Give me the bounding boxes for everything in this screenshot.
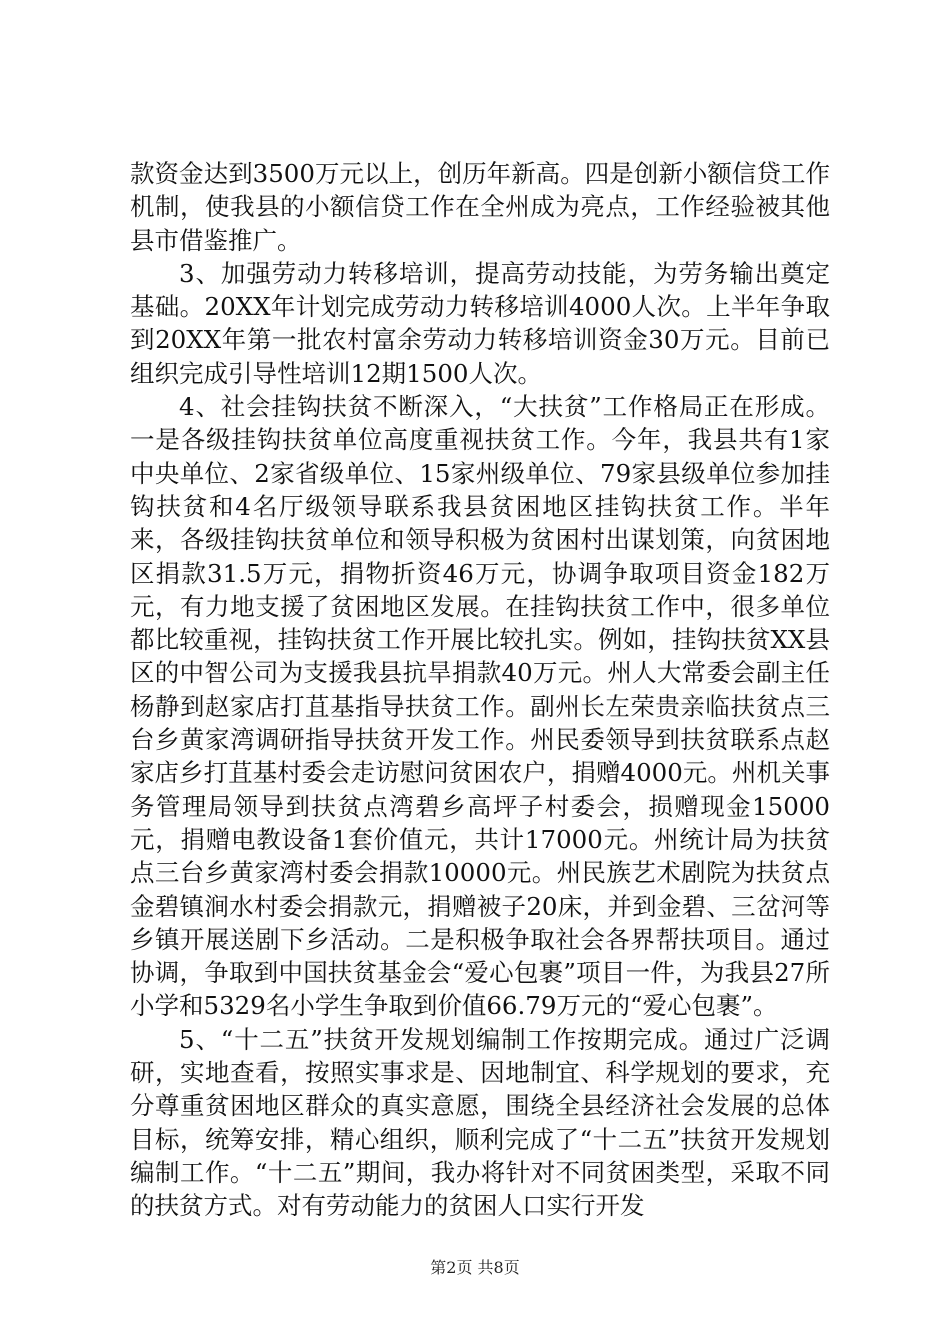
paragraph-4: 5、“十二五”扶贫开发规划编制工作按期完成。通过广泛调研，实地查看，按照实事求是、因地制宜、科学规划的要求，充分尊重贫困地区群众的真实意愿，围绕全县经济社会发展的总体目标，统筹安排，精心组织，顺利完成了“十二五”扶贫开发规划编制工作。“十二五”期间，我办将针对不同贫困类型，采取不同的扶贫方式。对有劳动能力的贫困人口实行开发: [130, 1024, 830, 1221]
paragraph-1: 款资金达到3500万元以上，创历年新高。四是创新小额信贷工作机制，使我县的小额信贷工作在全州成为亮点，工作经验被其他县市借鉴推广。: [130, 159, 830, 255]
document-body: [130, 157, 830, 1223]
paragraph-2: 3、加强劳动力转移培训，提高劳动技能，为劳务输出奠定基础。20XX年计划完成劳动力转移培训4000人次。上半年争取到20XX年第一批农村富余劳动力转移培训资金30万元。目前已组织完成引导性培训12期1500人次。: [130, 258, 830, 388]
page-number-footer: 第2页 共8页: [430, 1258, 520, 1277]
paragraph-3: 4、社会挂钩扶贫不断深入，“大扶贫”工作格局正在形成。一是各级挂钩扶贫单位高度重视扶贫工作。今年，我县共有1家中央单位、2家省级单位、15家州级单位、79家县级单位参加挂钩扶贫和4名厅级领导联系我县贫困地区挂钩扶贫工作。半年来，各级挂钩扶贫单位和领导积极为贫困村出谋划策，向贫困地区捐款31.5万元，捐物折资46万元，协调争取项目资金182万元，有力地支援了贫困地区发展。在挂钩扶贫工作中，很多单位都比较重视，挂钩扶贫工作开展比较扎实。例如，挂钩扶贫XX县区的中智公司为支援我县抗旱捐款40万元。州人大常委会副主任杨静到赵家店打苴基指导扶贫工作。副州长左荣贵亲临扶贫点三台乡黄家湾调研指导扶贫开发工作。州民委领导到扶贫联系点赵家店乡打苴基村委会走访慰问贫困农户，捐赠4000元。州机关事务管理局领导到扶贫点湾碧乡高坪子村委会，损赠现金15000元，捐赠电教设备1套价值元，共计17000元。州统计局为扶贫点三台乡黄家湾村委会捐款10000元。州民族艺术剧院为扶贫点金碧镇涧水村委会捐款元，捐赠被子20床，并到金碧、三岔河等乡镇开展送剧下乡活动。二是积极争取社会各界帮扶项目。通过协调，争取到中国扶贫基金会“爱心包裹”项目一件，为我县27所小学和5329名小学生争取到价值66.79万元的“爱心包裹”。: [130, 392, 830, 1021]
